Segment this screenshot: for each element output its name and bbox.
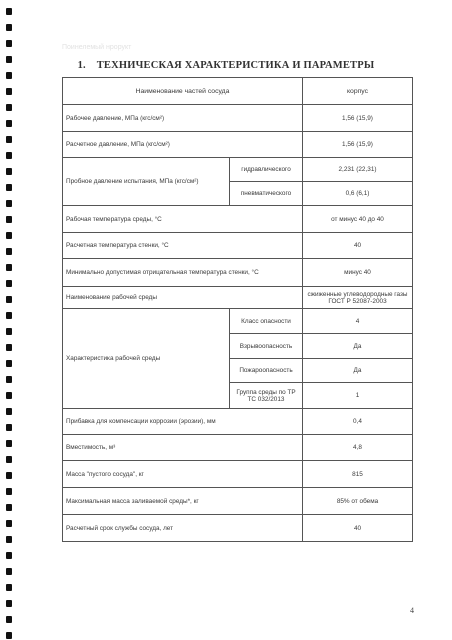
medium-characteristics-label: Характеристика рабочей среды: [63, 309, 230, 409]
fire-hazard-value: Да: [303, 359, 413, 383]
header-name-cell: Наименование частей сосуда: [63, 78, 303, 105]
binding-hole: [6, 632, 12, 639]
medium-name-label: Наименование рабочей среды: [63, 287, 303, 309]
service-life-label: Расчетный срок службы сосуда, лет: [63, 515, 303, 542]
corrosion-allowance-value: 0,4: [303, 409, 413, 435]
binding-hole: [6, 600, 12, 607]
binding-hole: [6, 616, 12, 623]
binding-hole: [6, 72, 12, 79]
binding-hole: [6, 328, 12, 335]
binding-hole: [6, 456, 12, 463]
table-row: [63, 309, 413, 334]
table-row: [63, 158, 413, 182]
table-row: [63, 105, 413, 132]
binding-hole: [6, 296, 12, 303]
section-title: ТЕХНИЧЕСКАЯ ХАРАКТЕРИСТИКА И ПАРАМЕТРЫ: [96, 60, 375, 71]
table-row: [63, 233, 413, 259]
binding-hole: [6, 424, 12, 431]
header-value-cell: корпус: [303, 78, 413, 105]
table-row: [63, 515, 413, 542]
design-pressure-label: Расчетное давление, МПа (кгс/см²): [63, 132, 303, 158]
binding-hole: [6, 520, 12, 527]
binding-hole: [6, 536, 12, 543]
capacity-value: 4,8: [303, 435, 413, 461]
binding-hole: [6, 8, 12, 15]
binding-hole: [6, 568, 12, 575]
table-row: [63, 409, 413, 435]
section-number: 1.: [77, 60, 86, 71]
min-wall-temp-value: минус 40: [303, 259, 413, 287]
binding-hole: [6, 88, 12, 95]
table-row: [63, 461, 413, 488]
technical-parameters-table: [62, 77, 413, 542]
binding-hole: [6, 552, 12, 559]
binding-hole: [6, 344, 12, 351]
table-row: [63, 132, 413, 158]
binding-hole: [6, 408, 12, 415]
hazard-class-label: Класс опасности: [230, 309, 303, 334]
max-fill-label: Максимальная масса заливаемой среды*, кг: [63, 488, 303, 515]
pneumatic-value: 0,6 (6,1): [303, 182, 413, 206]
binding-hole: [6, 584, 12, 591]
table-row: [63, 206, 413, 233]
binding-hole: [6, 136, 12, 143]
page-number: 4: [410, 606, 414, 615]
max-fill-value: 85% от обема: [303, 488, 413, 515]
working-pressure-label: Рабочее давление, МПа (кгс/см²): [63, 105, 303, 132]
binding-hole: [6, 280, 12, 287]
binding-hole: [6, 152, 12, 159]
binding-hole: [6, 472, 12, 479]
binding-hole: [6, 24, 12, 31]
table-row: [63, 78, 413, 105]
binding-hole: [6, 232, 12, 239]
binding-hole: [6, 168, 12, 175]
capacity-label: Вместимость, м³: [63, 435, 303, 461]
hydraulic-value: 2,231 (22,31): [303, 158, 413, 182]
binding-hole: [6, 40, 12, 47]
empty-mass-value: 815: [303, 461, 413, 488]
table-row: [63, 259, 413, 287]
design-wall-temp-label: Расчетная температура стенки, °С: [63, 233, 303, 259]
fire-hazard-label: Пожароопасность: [230, 359, 303, 383]
table-row: [63, 287, 413, 309]
hazard-class-value: 4: [303, 309, 413, 334]
binding-hole: [6, 184, 12, 191]
binding-holes: [0, 0, 18, 640]
corrosion-allowance-label: Прибавка для компенсации коррозии (эрозии), мм: [63, 409, 303, 435]
working-pressure-value: 1,56 (15,9): [303, 105, 413, 132]
binding-hole: [6, 104, 12, 111]
pneumatic-label: пневматического: [230, 182, 303, 206]
binding-hole: [6, 376, 12, 383]
explosion-hazard-label: Взрывоопасность: [230, 334, 303, 359]
binding-hole: [6, 360, 12, 367]
binding-hole: [6, 248, 12, 255]
table-row: [63, 488, 413, 515]
empty-mass-label: Масса "пустого сосуда", кг: [63, 461, 303, 488]
binding-hole: [6, 488, 12, 495]
design-wall-temp-value: 40: [303, 233, 413, 259]
binding-hole: [6, 312, 12, 319]
test-pressure-label: Пробное давление испытания, МПа (кгс/см²): [63, 158, 230, 206]
min-wall-temp-label: Минимально допустимая отрицательная температура стенки, °С: [63, 259, 303, 287]
working-temp-value: от минус 40 до 40: [303, 206, 413, 233]
hydraulic-label: гидравлического: [230, 158, 303, 182]
binding-hole: [6, 264, 12, 271]
working-temp-label: Рабочая температура среды, °С: [63, 206, 303, 233]
table-row: [63, 435, 413, 461]
faint-header-text: Поинелемый нрорукт: [62, 44, 132, 51]
binding-hole: [6, 120, 12, 127]
section-heading: [0, 60, 452, 71]
service-life-value: 40: [303, 515, 413, 542]
binding-hole: [6, 440, 12, 447]
binding-hole: [6, 216, 12, 223]
explosion-hazard-value: Да: [303, 334, 413, 359]
medium-group-label: Группа среды по ТР ТС 032/2013: [230, 383, 303, 409]
binding-hole: [6, 504, 12, 511]
design-pressure-value: 1,56 (15,9): [303, 132, 413, 158]
medium-group-value: 1: [303, 383, 413, 409]
binding-hole: [6, 392, 12, 399]
medium-name-value: сжиженные углеводородные газы ГОСТ Р 52087-2003: [303, 287, 413, 309]
binding-hole: [6, 200, 12, 207]
